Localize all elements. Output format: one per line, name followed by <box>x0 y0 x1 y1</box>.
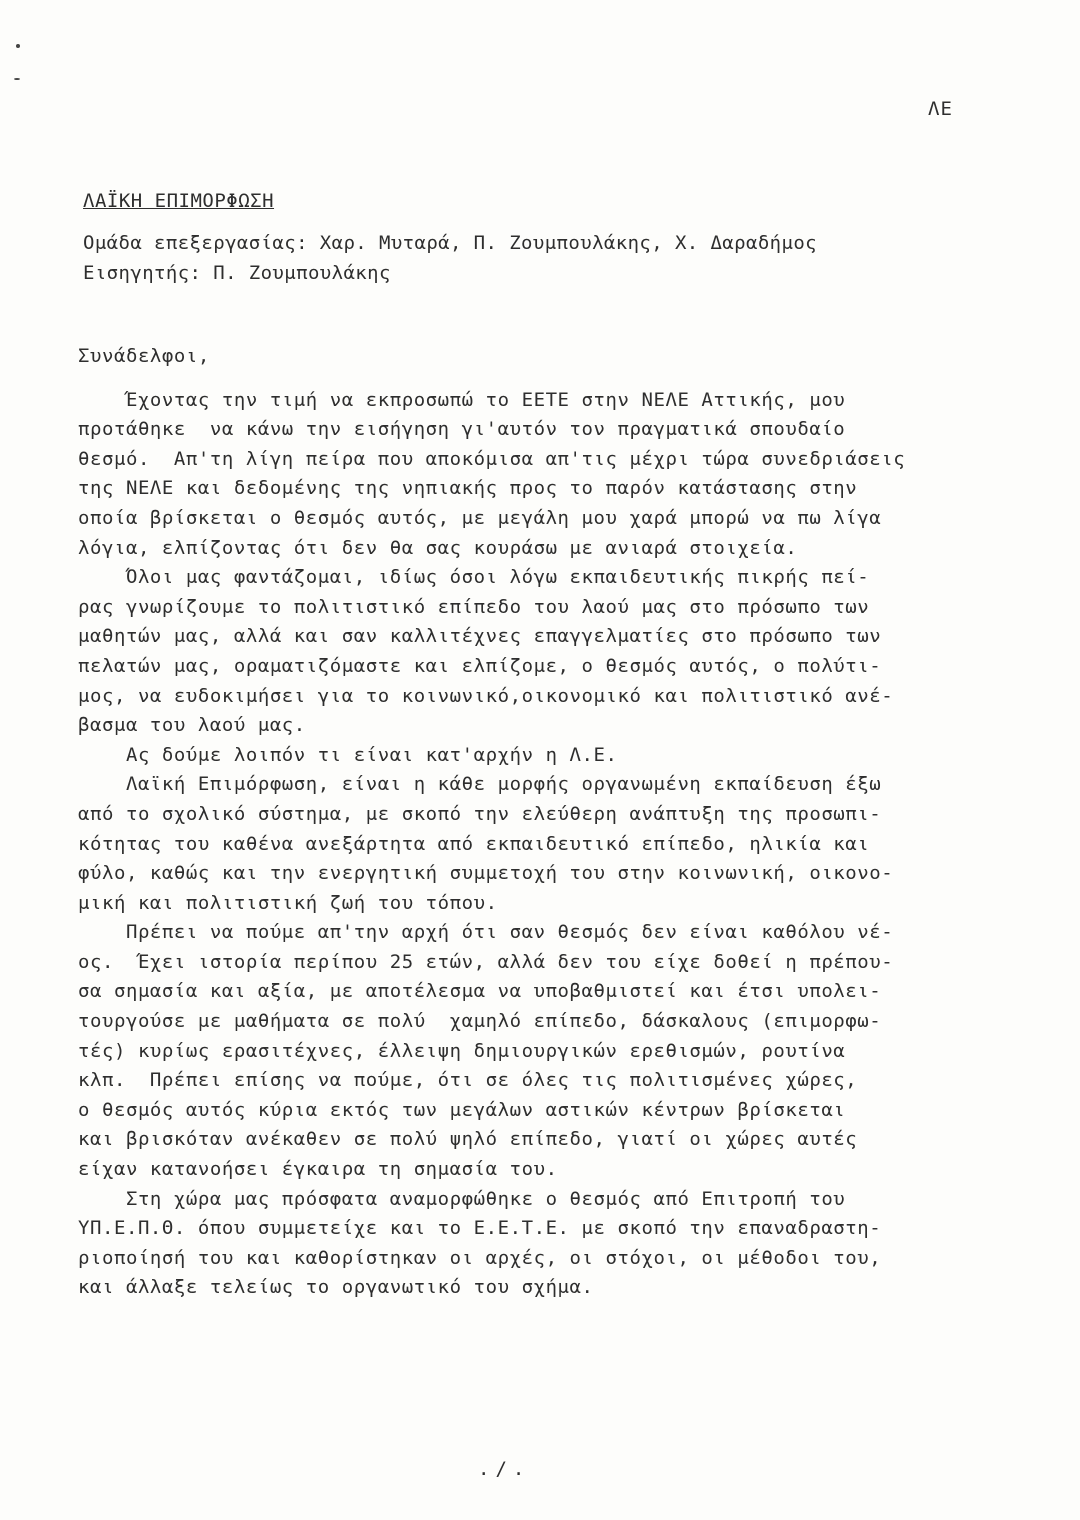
text-line: μος, να ευδοκιμήσει για το κοινωνικό,οικονομικό και πολιτιστικό ανέ- <box>78 684 894 707</box>
text-line: λόγια, ελπίζοντας ότι δεν θα σας κουράσω με ανιαρά στοιχεία. <box>78 536 798 559</box>
text-line: μική και πολιτιστική ζωή του τόπου. <box>78 891 498 914</box>
text-line: και άλλαξε τελείως το οργανωτικό του σχήμα. <box>78 1276 594 1299</box>
text-line: κότητας του καθένα ανεξάρτητα από εκπαιδευτικό επίπεδο, ηλικία και <box>78 832 870 855</box>
text-line: Έχοντας την τιμή να εκπροσωπώ το ΕΕΤΕ στην ΝΕΛΕ Αττικής, μου <box>78 388 846 411</box>
continuation-mark: ./. <box>478 1458 531 1480</box>
text-line: τουργούσε με μαθήματα σε πολύ χαμηλό επίπεδο, δάσκαλους (επιμορφω- <box>78 1010 882 1033</box>
text-line: Στη χώρα μας πρόσφατα αναμορφώθηκε ο θεσμός από Επιτροπή του <box>78 1187 846 1210</box>
text-line: της ΝΕΛΕ και δεδομένης της νηπιακής προς το παρόν κατάστασης στην <box>78 477 858 500</box>
text-line: ριοποίησή του και καθορίστηκαν οι αρχές, οι στόχοι, οι μέθοδοι του, <box>78 1246 882 1269</box>
workgroup-line: Ομάδα επεξεργασίας: Χαρ. Μυταρά, Π. Ζουμπουλάκης, Χ. Δαραδήμος <box>83 232 818 254</box>
text-line: από το σχολικό σύστημα, με σκοπό την ελεύθερη ανάπτυξη της προσωπι- <box>78 802 882 825</box>
text-line: Συνάδελφοι, <box>78 345 210 367</box>
text-line: βασμα του λαού μας. <box>78 714 306 737</box>
text-line: ΥΠ.Ε.Π.Θ. όπου συμμετείχε και το Ε.Ε.Τ.Ε. με σκοπό την επαναδραστη- <box>78 1217 882 1240</box>
body-text <box>78 342 978 1303</box>
text-line: ο θεσμός αυτός κύρια εκτός των μεγάλων αστικών κέντρων βρίσκεται <box>78 1098 846 1121</box>
text-line: Πρέπει να πούμε απ'την αρχή ότι σαν θεσμός δεν είναι καθόλου νέ- <box>78 921 894 944</box>
scan-speck <box>16 44 20 48</box>
text-line: Ας δούμε λοιπόν τι είναι κατ'αρχήν η Λ.Ε. <box>78 743 618 766</box>
document-tag: ΛΕ <box>928 98 953 120</box>
text-line: ρας γνωρίζουμε το πολιτιστικό επίπεδο του λαού μας στο πρόσωπο των <box>78 595 870 618</box>
text-line: οποία βρίσκεται ο θεσμός αυτός, με μεγάλη μου χαρά μπορώ να πω λίγα <box>78 506 882 529</box>
text-line: κλπ. Πρέπει επίσης να πούμε, ότι σε όλες τις πολιτισμένες χώρες, <box>78 1069 858 1092</box>
text-line: μαθητών μας, αλλά και σαν καλλιτέχνες επαγγελματίες στο πρόσωπο των <box>78 625 882 648</box>
text-line: πελατών μας, οραματιζόμαστε και ελπίζομε, ο θεσμός αυτός, ο πολύτι- <box>78 654 882 677</box>
text-line: σα σημασία και αξία, με αποτέλεσμα να υποβαθμιστεί και έτσι υπολει- <box>78 980 882 1003</box>
text-line: Όλοι μας φαντάζομαι, ιδίως όσοι λόγω εκπαιδευτικής πικρής πεί- <box>78 566 870 589</box>
text-line: προτάθηκε να κάνω την εισήγηση γι'αυτόν τον πραγματικά σπουδαίο <box>78 418 846 441</box>
scan-speck <box>14 78 20 80</box>
text-line: θεσμό. Απ'τη λίγη πείρα που αποκόμισα απ'τις μέχρι τώρα συνεδριάσεις <box>78 447 906 470</box>
text-line: Λαϊκή Επιμόρφωση, είναι η κάθε μορφής οργανωμένη εκπαίδευση έξω <box>78 773 882 796</box>
text-line: και βρισκόταν ανέκαθεν σε πολύ ψηλό επίπεδο, γιατί οι χώρες αυτές <box>78 1128 858 1151</box>
text-line: φύλο, καθώς και την ενεργητική συμμετοχή του στην κοινωνική, οικονο- <box>78 862 894 885</box>
text-line: τές) κυρίως ερασιτέχνες, έλλειψη δημιουργικών ερεθισμών, ρουτίνα <box>78 1039 846 1062</box>
document-title: ΛΑΪΚΗ ΕΠΙΜΟΡΦΩΣΗ <box>83 190 275 212</box>
text-line: είχαν κατανοήσει έγκαιρα τη σημασία του. <box>78 1158 558 1181</box>
rapporteur-line: Εισηγητής: Π. Ζουμπουλάκης <box>83 262 391 284</box>
text-line: ος. Έχει ιστορία περίπου 25 ετών, αλλά δεν του είχε δοθεί η πρέπου- <box>78 950 894 973</box>
